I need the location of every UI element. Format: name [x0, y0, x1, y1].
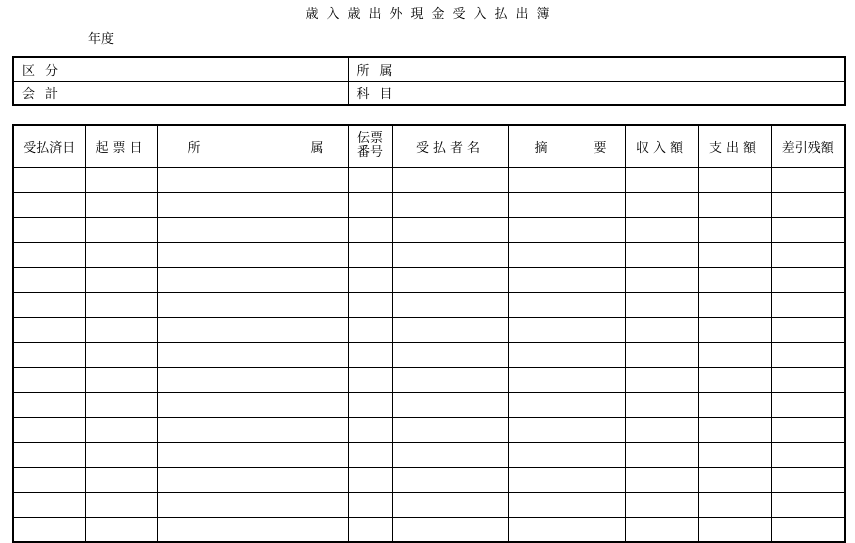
cell-date[interactable] [13, 367, 85, 392]
document-title: 歳入歳出外現金受入払出簿 [305, 7, 558, 22]
cell-summary[interactable] [508, 317, 625, 342]
cell-date[interactable] [13, 492, 85, 517]
cell-voucher-date[interactable] [85, 292, 157, 317]
cell-expense[interactable] [698, 292, 771, 317]
cell-date[interactable] [13, 242, 85, 267]
cell-affiliation[interactable] [157, 267, 348, 292]
cell-income[interactable] [625, 492, 698, 517]
cell-voucher-date[interactable] [85, 442, 157, 467]
cell-expense[interactable] [698, 492, 771, 517]
cell-recipient[interactable] [392, 517, 508, 542]
cell-slip-number[interactable] [348, 492, 392, 517]
cell-expense[interactable] [698, 367, 771, 392]
cell-income[interactable] [625, 242, 698, 267]
ledger-table [12, 124, 846, 543]
cell-income[interactable] [625, 392, 698, 417]
cell-affiliation[interactable] [157, 192, 348, 217]
cell-slip-number[interactable] [348, 217, 392, 242]
cell-summary[interactable] [508, 417, 625, 442]
cell-summary[interactable] [508, 517, 625, 542]
cell-balance[interactable] [771, 392, 845, 417]
table-row [13, 517, 845, 542]
cell-affiliation[interactable] [157, 292, 348, 317]
account-field[interactable]: 会計 [13, 81, 348, 105]
cell-date[interactable] [13, 442, 85, 467]
header-info-table [12, 56, 846, 106]
cell-income[interactable] [625, 342, 698, 367]
cell-income[interactable] [625, 292, 698, 317]
cell-affiliation[interactable] [157, 392, 348, 417]
cell-slip-number[interactable] [348, 392, 392, 417]
cell-voucher-date[interactable] [85, 417, 157, 442]
cell-slip-number[interactable] [348, 467, 392, 492]
cell-date[interactable] [13, 192, 85, 217]
col-header-summary: 摘 要 [508, 125, 625, 167]
cell-income[interactable] [625, 192, 698, 217]
cell-voucher-date[interactable] [85, 342, 157, 367]
cell-recipient[interactable] [392, 467, 508, 492]
cell-slip-number[interactable] [348, 342, 392, 367]
cell-affiliation[interactable] [157, 442, 348, 467]
cell-expense[interactable] [698, 442, 771, 467]
cell-slip-number[interactable] [348, 517, 392, 542]
col-header-recipient: 受払者名 [392, 125, 508, 167]
cell-expense[interactable] [698, 192, 771, 217]
cell-income[interactable] [625, 167, 698, 192]
col-header-expense: 支出額 [698, 125, 771, 167]
cell-recipient[interactable] [392, 392, 508, 417]
cell-slip-number[interactable] [348, 292, 392, 317]
cell-expense[interactable] [698, 392, 771, 417]
table-row [13, 442, 845, 467]
cell-income[interactable] [625, 417, 698, 442]
cell-affiliation[interactable] [157, 517, 348, 542]
table-row [13, 342, 845, 367]
table-row [13, 167, 845, 192]
cell-voucher-date[interactable] [85, 167, 157, 192]
cell-balance[interactable] [771, 242, 845, 267]
cell-affiliation[interactable] [157, 417, 348, 442]
cell-voucher-date[interactable] [85, 192, 157, 217]
cell-recipient[interactable] [392, 267, 508, 292]
cell-summary[interactable] [508, 342, 625, 367]
ledger-header-row [13, 125, 845, 167]
cell-date[interactable] [13, 417, 85, 442]
cell-balance[interactable] [771, 342, 845, 367]
col-header-slip-number: 伝票 番号 [348, 125, 392, 167]
cell-affiliation[interactable] [157, 217, 348, 242]
cell-voucher-date[interactable] [85, 317, 157, 342]
cell-slip-number[interactable] [348, 167, 392, 192]
cell-balance[interactable] [771, 317, 845, 342]
cell-balance[interactable] [771, 417, 845, 442]
cell-slip-number[interactable] [348, 192, 392, 217]
cell-voucher-date[interactable] [85, 492, 157, 517]
cell-balance[interactable] [771, 217, 845, 242]
cell-date[interactable] [13, 267, 85, 292]
table-row [13, 242, 845, 267]
cell-recipient[interactable] [392, 342, 508, 367]
cell-expense[interactable] [698, 267, 771, 292]
cell-recipient[interactable] [392, 217, 508, 242]
cell-date[interactable] [13, 292, 85, 317]
cell-income[interactable] [625, 317, 698, 342]
table-row [13, 392, 845, 417]
cell-voucher-date[interactable] [85, 217, 157, 242]
cell-expense[interactable] [698, 217, 771, 242]
cell-balance[interactable] [771, 492, 845, 517]
col-header-date: 受払済日 [13, 125, 85, 167]
cell-income[interactable] [625, 217, 698, 242]
cell-affiliation[interactable] [157, 242, 348, 267]
cell-date[interactable] [13, 167, 85, 192]
cell-affiliation[interactable] [157, 167, 348, 192]
cell-balance[interactable] [771, 267, 845, 292]
cell-recipient[interactable] [392, 367, 508, 392]
info-row-1 [13, 57, 845, 81]
col-header-affiliation: 所 属 [157, 125, 348, 167]
cell-slip-number[interactable] [348, 242, 392, 267]
table-row [13, 467, 845, 492]
cell-date[interactable] [13, 467, 85, 492]
affiliation-field[interactable]: 所属 [348, 57, 845, 81]
cell-expense[interactable] [698, 342, 771, 367]
cell-summary[interactable] [508, 392, 625, 417]
table-row [13, 317, 845, 342]
cell-recipient[interactable] [392, 417, 508, 442]
table-row [13, 417, 845, 442]
cell-summary[interactable] [508, 167, 625, 192]
table-row [13, 217, 845, 242]
cell-date[interactable] [13, 392, 85, 417]
cell-slip-number[interactable] [348, 417, 392, 442]
cell-affiliation[interactable] [157, 367, 348, 392]
cell-income[interactable] [625, 517, 698, 542]
info-row-2 [13, 81, 845, 105]
cell-voucher-date[interactable] [85, 267, 157, 292]
table-row [13, 192, 845, 217]
table-row [13, 292, 845, 317]
col-header-income: 収入額 [625, 125, 698, 167]
cell-income[interactable] [625, 467, 698, 492]
cell-slip-number[interactable] [348, 317, 392, 342]
fiscal-year-label: 年度 [88, 32, 115, 47]
cell-expense[interactable] [698, 517, 771, 542]
table-row [13, 367, 845, 392]
cell-recipient[interactable] [392, 167, 508, 192]
cell-voucher-date[interactable] [85, 392, 157, 417]
table-row [13, 492, 845, 517]
cell-slip-number[interactable] [348, 267, 392, 292]
cell-summary[interactable] [508, 467, 625, 492]
cell-income[interactable] [625, 367, 698, 392]
cell-expense[interactable] [698, 317, 771, 342]
table-row [13, 267, 845, 292]
cell-slip-number[interactable] [348, 442, 392, 467]
cell-recipient[interactable] [392, 317, 508, 342]
cell-affiliation[interactable] [157, 342, 348, 367]
cell-recipient[interactable] [392, 292, 508, 317]
cell-summary[interactable] [508, 292, 625, 317]
cell-balance[interactable] [771, 192, 845, 217]
cell-date[interactable] [13, 217, 85, 242]
col-header-voucher-date: 起票日 [85, 125, 157, 167]
division-field[interactable]: 区分 [13, 57, 348, 81]
ledger-body [13, 167, 845, 542]
cell-balance[interactable] [771, 292, 845, 317]
cell-balance[interactable] [771, 442, 845, 467]
cell-recipient[interactable] [392, 242, 508, 267]
cell-summary[interactable] [508, 367, 625, 392]
cell-voucher-date[interactable] [85, 242, 157, 267]
cell-balance[interactable] [771, 517, 845, 542]
cell-expense[interactable] [698, 242, 771, 267]
cell-affiliation[interactable] [157, 467, 348, 492]
cell-summary[interactable] [508, 442, 625, 467]
item-field[interactable]: 科目 [348, 81, 845, 105]
cell-slip-number[interactable] [348, 367, 392, 392]
cell-recipient[interactable] [392, 192, 508, 217]
cell-voucher-date[interactable] [85, 367, 157, 392]
cell-voucher-date[interactable] [85, 517, 157, 542]
cell-recipient[interactable] [392, 492, 508, 517]
cell-expense[interactable] [698, 467, 771, 492]
cell-balance[interactable] [771, 167, 845, 192]
cell-summary[interactable] [508, 192, 625, 217]
cell-affiliation[interactable] [157, 492, 348, 517]
cell-summary[interactable] [508, 492, 625, 517]
cell-affiliation[interactable] [157, 317, 348, 342]
cell-income[interactable] [625, 442, 698, 467]
cell-recipient[interactable] [392, 442, 508, 467]
cell-balance[interactable] [771, 367, 845, 392]
cell-summary[interactable] [508, 217, 625, 242]
cell-expense[interactable] [698, 417, 771, 442]
cell-summary[interactable] [508, 267, 625, 292]
cell-summary[interactable] [508, 242, 625, 267]
cell-date[interactable] [13, 517, 85, 542]
cell-voucher-date[interactable] [85, 467, 157, 492]
col-header-balance: 差引残額 [771, 125, 845, 167]
cell-date[interactable] [13, 342, 85, 367]
cell-income[interactable] [625, 267, 698, 292]
cell-expense[interactable] [698, 167, 771, 192]
cell-date[interactable] [13, 317, 85, 342]
cell-balance[interactable] [771, 467, 845, 492]
